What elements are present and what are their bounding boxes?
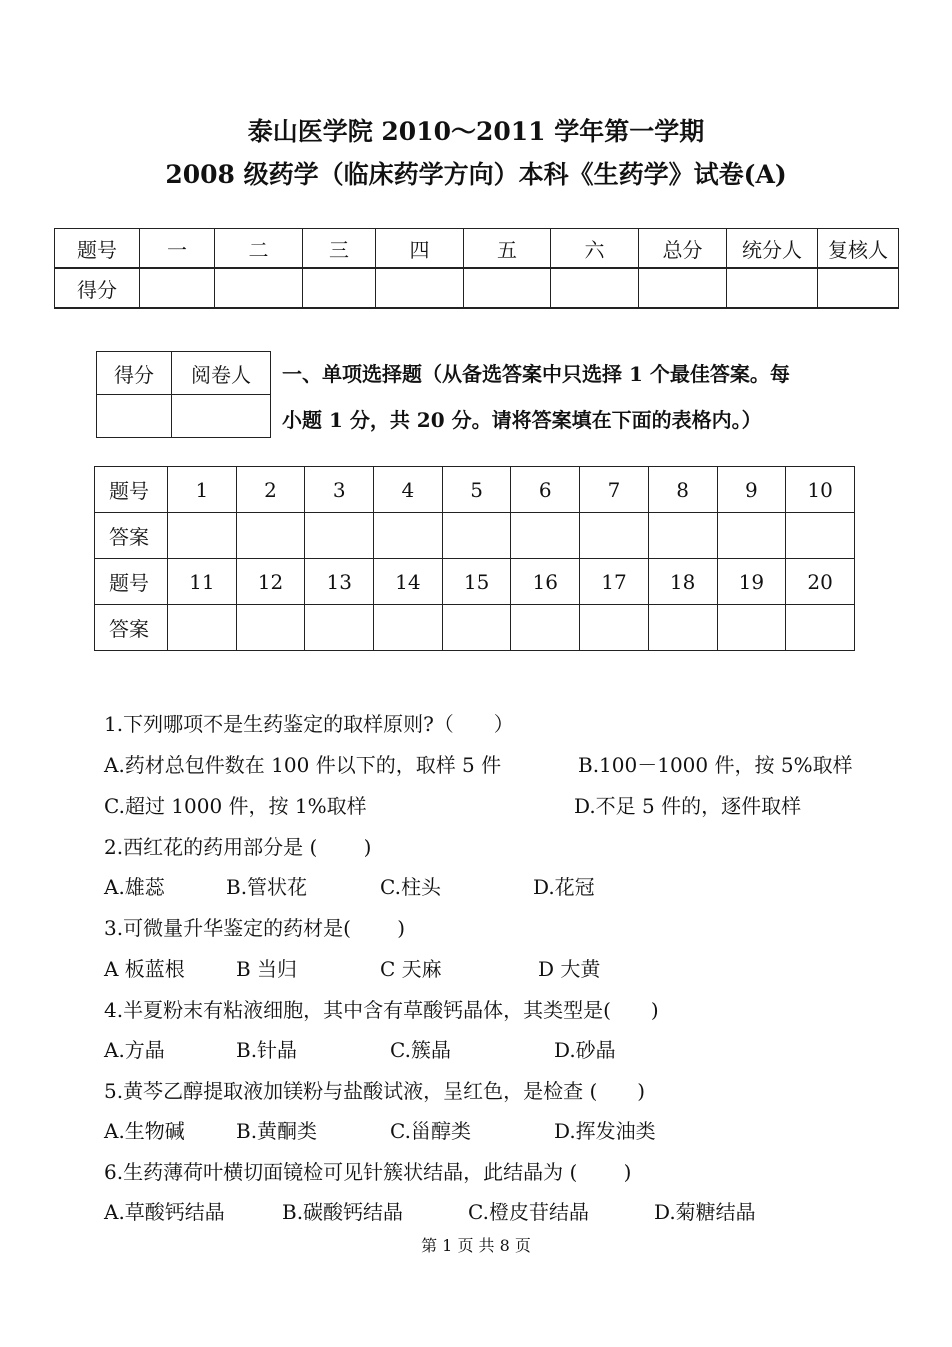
- answer-cell: [305, 513, 374, 559]
- section1-instructions-line2: 小题 1 分，共 20 分。请将答案填在下面的表格内。）: [282, 408, 762, 432]
- question-number: 8: [648, 467, 717, 513]
- question-3-stem: 3.可微量升华鉴定的药材是( ): [104, 916, 406, 940]
- score-header-cell: 一: [140, 229, 215, 269]
- answer-cell: [442, 605, 511, 651]
- score-cell: [215, 268, 303, 308]
- question-5-stem: 5.黄芩乙醇提取液加镁粉与盐酸试液，呈红色，是检查 ( ): [104, 1079, 646, 1103]
- question-6-option-d: D.菊糖结晶: [654, 1200, 756, 1224]
- exam-title-line2: 2008 级药学（临床药学方向）本科《生药学》试卷(A): [165, 160, 787, 189]
- question-1-option-c: C.超过 1000 件，按 1%取样: [104, 794, 367, 818]
- answer-cell: [236, 605, 305, 651]
- score-table-score-row: [55, 268, 899, 308]
- question-1-option-a: A.药材总包件数在 100 件以下的，取样 5 件: [104, 753, 502, 777]
- question-number: 5: [442, 467, 511, 513]
- answer-cell: [374, 513, 443, 559]
- answer-cell: [648, 513, 717, 559]
- answer-cell: [511, 513, 580, 559]
- score-header-cell: 二: [215, 229, 303, 269]
- answer-row-1: [95, 513, 855, 559]
- question-number: 4: [374, 467, 443, 513]
- score-header-cell: 复核人: [818, 229, 899, 269]
- question-number: 12: [236, 559, 305, 605]
- question-number: 19: [717, 559, 786, 605]
- section1-instructions-line1: 一、单项选择题（从备选答案中只选择 1 个最佳答案。每: [282, 362, 790, 386]
- question-4-option-a: A.方晶: [104, 1038, 165, 1062]
- answer-cell: [717, 605, 786, 651]
- score-table-header-row: [55, 229, 899, 269]
- question-4-option-b: B.针晶: [236, 1038, 298, 1062]
- answer-row-2: [95, 605, 855, 651]
- question-number: 18: [648, 559, 717, 605]
- question-number: 6: [511, 467, 580, 513]
- question-5-option-d: D.挥发油类: [554, 1119, 656, 1143]
- score-header-cell: 三: [303, 229, 376, 269]
- question-number-label: 题号: [95, 559, 168, 605]
- question-2-option-c: C.柱头: [380, 875, 441, 899]
- score-cell: [639, 268, 727, 308]
- answer-cell: [511, 605, 580, 651]
- exam-title-line1: 泰山医学院 2010～2011 学年第一学期: [247, 117, 705, 146]
- score-table: [54, 228, 899, 309]
- score-header-cell: 四: [376, 229, 464, 269]
- grader-reader-label: 阅卷人: [172, 352, 271, 395]
- question-3-option-c: C 天麻: [380, 957, 442, 981]
- score-header-cell: 六: [551, 229, 639, 269]
- question-2-option-d: D.花冠: [533, 875, 595, 899]
- grader-box: [96, 351, 271, 438]
- question-3-option-a: A 板蓝根: [104, 957, 185, 981]
- question-4-option-d: D.砂晶: [554, 1038, 616, 1062]
- answer-label: 答案: [95, 513, 168, 559]
- page-number: 第 1 页 共 8 页: [421, 1236, 531, 1255]
- question-number: 11: [168, 559, 237, 605]
- grader-score-cell: [97, 395, 172, 438]
- question-1-stem: 1.下列哪项不是生药鉴定的取样原则?（ ）: [104, 712, 514, 736]
- question-number: 13: [305, 559, 374, 605]
- question-number: 16: [511, 559, 580, 605]
- question-3-option-d: D 大黄: [538, 957, 601, 981]
- question-1-option-d: D.不足 5 件的，逐件取样: [574, 794, 802, 818]
- question-number: 1: [168, 467, 237, 513]
- answer-cell: [374, 605, 443, 651]
- question-1-option-b: B.100－1000 件，按 5%取样: [578, 753, 853, 777]
- score-cell: [303, 268, 376, 308]
- question-5-option-a: A.生物碱: [104, 1119, 185, 1143]
- question-number: 20: [786, 559, 855, 605]
- answer-cell: [717, 513, 786, 559]
- answer-cell: [305, 605, 374, 651]
- score-cell: [551, 268, 639, 308]
- question-6-option-c: C.橙皮苷结晶: [468, 1200, 589, 1224]
- question-number: 2: [236, 467, 305, 513]
- question-number: 14: [374, 559, 443, 605]
- answer-cell: [648, 605, 717, 651]
- question-2-stem: 2.西红花的药用部分是 ( ): [104, 835, 372, 859]
- answer-cell: [580, 605, 649, 651]
- answer-label: 答案: [95, 605, 168, 651]
- question-5-option-c: C.甾醇类: [390, 1119, 471, 1143]
- question-number: 9: [717, 467, 786, 513]
- score-cell: [818, 268, 899, 308]
- answer-question-row-2: [95, 559, 855, 605]
- answer-cell: [786, 513, 855, 559]
- score-cell: [727, 268, 818, 308]
- answer-cell: [236, 513, 305, 559]
- question-6-option-b: B.碳酸钙结晶: [282, 1200, 404, 1224]
- question-2-option-b: B.管状花: [226, 875, 308, 899]
- answer-cell: [442, 513, 511, 559]
- question-4-stem: 4.半夏粉末有粘液细胞，其中含有草酸钙晶体，其类型是( ): [104, 998, 659, 1022]
- question-6-stem: 6.生药薄荷叶横切面镜检可见针簇状结晶，此结晶为 ( ): [104, 1160, 632, 1184]
- question-number-label: 题号: [95, 467, 168, 513]
- score-header-cell: 统分人: [727, 229, 818, 269]
- answer-cell: [580, 513, 649, 559]
- answer-table: [94, 466, 855, 651]
- question-number: 7: [580, 467, 649, 513]
- question-number: 3: [305, 467, 374, 513]
- answer-question-row-1: [95, 467, 855, 513]
- grader-score-label: 得分: [97, 352, 172, 395]
- answer-cell: [786, 605, 855, 651]
- question-4-option-c: C.簇晶: [390, 1038, 451, 1062]
- question-2-option-a: A.雄蕊: [104, 875, 165, 899]
- question-5-option-b: B.黄酮类: [236, 1119, 318, 1143]
- score-header-cell: 总分: [639, 229, 727, 269]
- score-header-cell: 题号: [55, 229, 140, 269]
- answer-cell: [168, 513, 237, 559]
- question-number: 15: [442, 559, 511, 605]
- score-cell: [376, 268, 464, 308]
- question-6-option-a: A.草酸钙结晶: [104, 1200, 225, 1224]
- question-3-option-b: B 当归: [236, 957, 298, 981]
- score-cell: [464, 268, 551, 308]
- grader-reader-cell: [172, 395, 271, 438]
- question-number: 10: [786, 467, 855, 513]
- question-number: 17: [580, 559, 649, 605]
- score-cell: [140, 268, 215, 308]
- answer-cell: [168, 605, 237, 651]
- score-header-cell: 五: [464, 229, 551, 269]
- score-row-label: 得分: [55, 268, 140, 308]
